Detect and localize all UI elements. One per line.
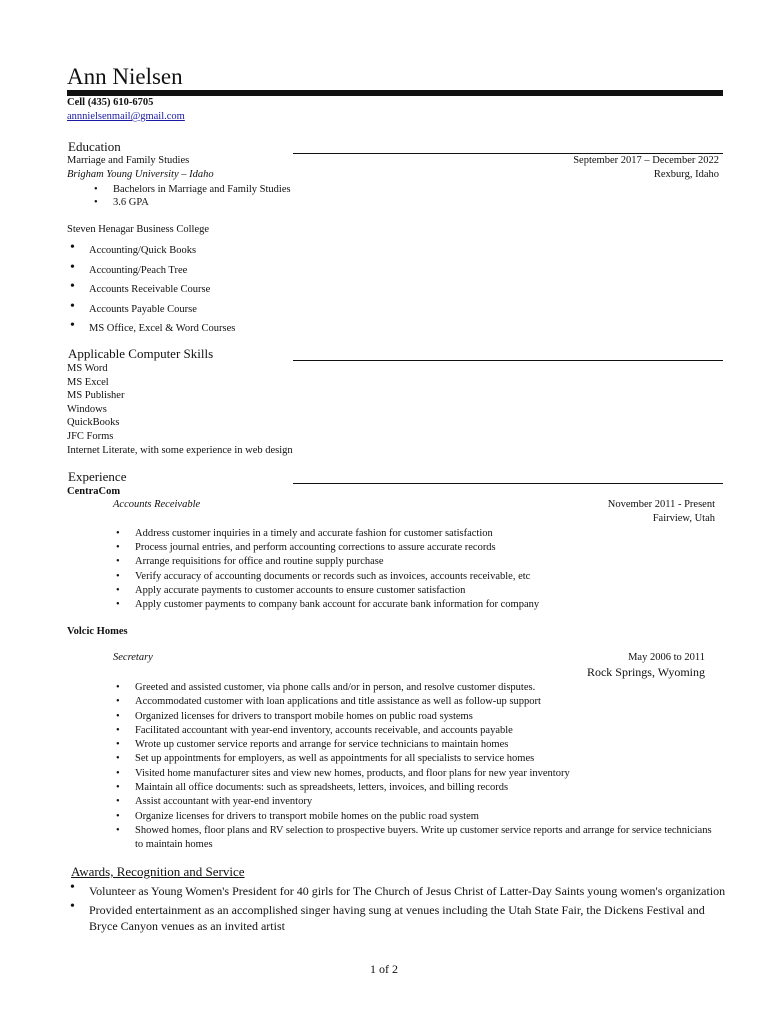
experience-rule — [293, 483, 723, 484]
list-item: • Accounting/Quick Books — [67, 241, 235, 261]
list-item: • Address customer inquiries in a timely and accurate fashion for customer satisfaction — [113, 527, 733, 541]
list-item: • Accounting/Peach Tree — [67, 261, 235, 281]
job-company: Volcic Homes — [67, 626, 128, 637]
byu-location: Rexburg, Idaho — [653, 169, 719, 180]
job-company: CentraCom — [67, 486, 121, 497]
job-role: Accounts Receivable — [113, 499, 201, 510]
job-role: Secretary — [113, 652, 153, 663]
skill-item: QuickBooks — [67, 417, 120, 429]
list-item: • Process journal entries, and perform accounting corrections to assure accurate records — [113, 541, 733, 555]
experience-heading: Experience — [68, 469, 127, 484]
list-item: • Organized licenses for drivers to transport mobile homes on public road systems — [113, 710, 713, 724]
education-rule — [293, 153, 723, 154]
phone-number: Cell (435) 610-6705 — [67, 97, 154, 108]
list-item: • MS Office, Excel & Word Courses — [67, 319, 235, 339]
skill-item: MS Excel — [67, 376, 109, 388]
skill-item: JFC Forms — [67, 430, 114, 442]
list-item: • Facilitated accountant with year-end inventory, accounts receivable, and accounts payable — [113, 724, 713, 738]
list-item: • Wrote up customer service reports and arrange for service technicians to maintain homes — [113, 738, 713, 752]
education-heading: Education — [68, 139, 121, 154]
list-item: • 3.6 GPA — [91, 196, 291, 209]
list-item: • Provided entertainment as an accomplished singer having sung at venues including the Utah State Fair, the Dickens Festival and Bryce Canyon venues as an invited artist — [67, 902, 727, 934]
list-item: • Apply accurate payments to customer accounts to ensure customer satisfaction — [113, 584, 733, 598]
candidate-name: Ann Nielsen — [67, 64, 183, 89]
skill-item: MS Publisher — [67, 390, 125, 402]
list-item: • Accommodated customer with loan applications and title assistance as well as follow-up support — [113, 695, 713, 709]
email-link[interactable]: annnielsenmail@gmail.com — [67, 111, 185, 122]
list-item: • Accounts Payable Course — [67, 300, 235, 320]
skills-heading: Applicable Computer Skills — [68, 346, 214, 361]
byu-program: Marriage and Family Studies — [67, 155, 190, 166]
job-dates: November 2011 - Present — [607, 499, 715, 510]
skills-rule — [293, 360, 723, 361]
list-item: • Volunteer as Young Women's President for 40 girls for The Church of Jesus Christ of Latter-Day Saints young women's organization — [67, 883, 727, 899]
byu-bullets — [91, 183, 291, 209]
list-item: • Arrange requisitions for office and routine supply purchase — [113, 555, 733, 569]
list-item: • Assist accountant with year-end inventory — [113, 795, 713, 809]
byu-school: Brigham Young University – Idaho — [67, 169, 214, 180]
job-dates: May 2006 to 2011 — [628, 652, 705, 663]
list-item: • Maintain all office documents: such as spreadsheets, letters, invoices, and billing records — [113, 781, 713, 795]
list-item: • Visited home manufacturer sites and view new homes, products, and floor plans for new year inventory — [113, 767, 713, 781]
skills-list — [67, 362, 293, 457]
job-bullets — [113, 681, 713, 853]
job-location: Fairview, Utah — [652, 513, 715, 524]
henagar-school: Steven Henagar Business College — [67, 224, 210, 235]
list-item: • Showed homes, floor plans and RV selection to prospective buyers. Write up customer service reports and arrange for service technicians to maintain homes — [113, 824, 713, 853]
list-item: • Accounts Receivable Course — [67, 280, 235, 300]
byu-dates: September 2017 – December 2022 — [573, 155, 719, 166]
page-number: 1 of 2 — [370, 962, 398, 976]
list-item: • Set up appointments for employers, as well as appointments for all specialists to service homes — [113, 752, 713, 766]
skill-item: Internet Literate, with some experience in web design — [67, 444, 293, 456]
list-item: • Verify accuracy of accounting documents or records such as invoices, accounts receivable, etc — [113, 570, 733, 584]
henagar-bullets — [67, 241, 235, 339]
awards-list — [67, 883, 727, 934]
list-item: • Apply customer payments to company bank account for accurate bank information for company — [113, 598, 733, 612]
awards-heading: Awards, Recognition and Service — [71, 864, 245, 879]
job-location: Rock Springs, Wyoming — [586, 665, 705, 679]
header-divider — [67, 90, 723, 96]
list-item: • Bachelors in Marriage and Family Studies — [91, 183, 291, 196]
skill-item: MS Word — [67, 363, 108, 374]
job-bullets — [113, 527, 733, 612]
skill-item: Windows — [67, 403, 107, 415]
list-item: • Organize licenses for drivers to transport mobile homes on the public road system — [113, 810, 713, 824]
list-item: • Greeted and assisted customer, via phone calls and/or in person, and resolve customer disputes. — [113, 681, 713, 695]
